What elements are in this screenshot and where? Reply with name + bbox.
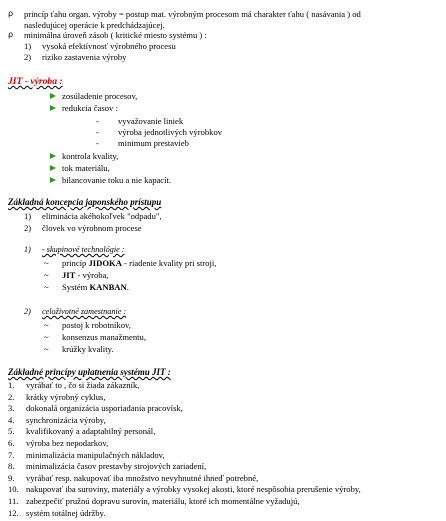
intro-sub-text: riziko zastavenia výroby (42, 52, 127, 62)
jit-dash-item: vyvažovanie liniek (118, 116, 184, 126)
basic-item-num: 2) (24, 223, 32, 233)
intro-item1-line1: princíp ťahu organ. výroby = postup mat. výrobným procesom má charakter ťahu ( nasávania ) od (24, 9, 361, 19)
bullet-p-symbol: ρ (8, 30, 14, 39)
basic-item-text: človek vo výrobnom procese (42, 223, 142, 233)
jit-item: kontrola kvality, (62, 151, 119, 161)
principle-num: 6. (8, 438, 15, 448)
group-tech-item: JIT - výroba, (62, 270, 109, 280)
green-arrow-icon (50, 165, 56, 174)
principle-num: 1. (8, 380, 15, 390)
tilde-symbol: ~ (44, 282, 49, 292)
green-arrow-icon (50, 153, 56, 162)
green-arrow-icon (50, 105, 56, 114)
tilde-symbol: ~ (44, 344, 49, 354)
tilde-symbol: ~ (44, 332, 49, 342)
green-arrow-icon (50, 177, 56, 186)
dash-symbol: - (96, 116, 99, 126)
jit-dash-item: výroba jednotlivých výrobkov (118, 127, 223, 137)
intro-sub-num: 2) (24, 52, 32, 62)
dash-symbol: - (96, 138, 99, 148)
tilde-symbol: ~ (44, 258, 49, 268)
lifetime-item: konsenzus manažmentu, (62, 332, 147, 342)
principle-text: krátky výrobný cyklus, (26, 391, 106, 402)
basic-concept-title: Základná koncepcia japonského prístupu (8, 197, 162, 207)
jit-item: tok materiálu, (62, 163, 110, 173)
lifetime-item: krúžky kvality. (62, 344, 114, 354)
principle-text: minimalizácia manipulačných nákladov, (26, 449, 165, 460)
dash-symbol: - (96, 127, 99, 137)
jit-item: redukcia časov : (62, 103, 118, 113)
principle-text: kvalifikovaný a adaptabilný personál, (26, 426, 156, 437)
principle-text: nakupovať iba suroviny, materiály a výrobky vysokej akosti, ktoré nespôsobia prerušenie výroby, (26, 484, 361, 495)
lifetime-item: postoj k robotníkov, (62, 320, 131, 330)
tilde-symbol: ~ (44, 270, 49, 280)
principle-text: zabezpečiť pružnú dopravu surovín, materiálu, ktoré ich momentálne vyžadujú, (26, 496, 300, 506)
intro-sub-text: vysoká efektívnosť výrobného procesu (42, 41, 176, 51)
principle-num: 9. (8, 472, 15, 483)
group-tech-item: Systém KANBAN. (62, 282, 129, 292)
intro-item1-line2: nasledujúcej operácie k predchádzajúcej. (24, 20, 165, 30)
principle-num: 4. (8, 414, 15, 425)
green-arrow-icon (50, 93, 56, 102)
intro-item2: minimálna úroveň zásob ( kritické miesto systému ) : (24, 30, 207, 40)
lifetime-num: 2) (24, 307, 31, 316)
jit-item: zosúladenie procesov, (62, 91, 138, 101)
group-tech-item: princíp JIDOKA - riadenie kvality pri stroji, (62, 258, 217, 268)
principle-num: 12. (8, 507, 19, 518)
principle-text: vyrábať to , čo si žiada zákazník, (26, 380, 140, 390)
jit-item: bilancovanie toku a nie kapacít. (62, 175, 172, 185)
principle-num: 5. (8, 426, 15, 437)
jit-title: JIT - výroba : (8, 76, 63, 87)
intro-sub-num: 1) (24, 41, 32, 51)
group-tech-label: - skupinové technológie : (42, 245, 125, 254)
basic-item-num: 1) (24, 211, 32, 221)
tilde-symbol: ~ (44, 320, 49, 330)
principle-num: 7. (8, 449, 15, 460)
principle-num: 11. (8, 496, 19, 506)
group-tech-num: 1) (24, 245, 31, 254)
principle-text: výroba bez nepodarkov, (26, 438, 109, 448)
principle-num: 10. (8, 484, 19, 495)
lifetime-label: celoživotné zamestnanie : (42, 307, 127, 316)
principle-num: 2. (8, 391, 15, 402)
bullet-p-symbol: ρ (8, 9, 14, 18)
basic-item-text: eliminácia akéhokoľvek "odpadu", (42, 211, 162, 221)
principle-num: 8. (8, 461, 15, 472)
principle-text: minimalizácia časov prestavby strojových zariadení, (26, 461, 207, 472)
principle-num: 3. (8, 403, 15, 414)
principle-text: synchronizácia výroby, (26, 414, 106, 425)
principles-title: Základné princípy uplatnenia systému JIT : (8, 367, 171, 377)
principle-text: vyrábať resp. nakupovať iba množstvo nevyhnutné ihneď potrebné, (26, 472, 259, 483)
jit-dash-item: minimum prestavieb (118, 138, 189, 148)
principle-text: systém totálnej údržby. (26, 507, 106, 518)
principle-text: dokonalá organizácia usporiadania pracovísk, (26, 403, 183, 414)
